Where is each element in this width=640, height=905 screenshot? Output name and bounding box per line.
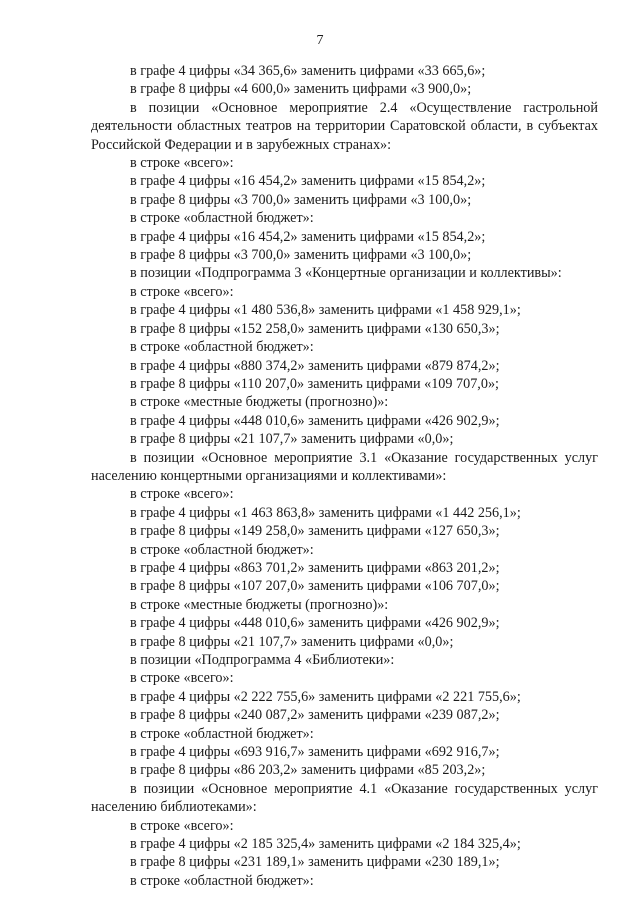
text-line: в графе 4 цифры «863 701,2» заменить цифрами «863 201,2»; <box>130 559 500 576</box>
document-body <box>91 62 598 890</box>
text-line: в строке «всего»: <box>130 155 234 172</box>
text-line: в строке «областной бюджет»: <box>130 541 314 558</box>
text-line: в строке «всего»: <box>130 670 234 687</box>
text-line: в графе 8 цифры «86 203,2» заменить цифрами «85 203,2»; <box>130 762 486 779</box>
text-line: в графе 4 цифры «448 010,6» заменить цифрами «426 902,9»; <box>130 615 500 632</box>
paragraph: в позиции «Основное мероприятие 3.1 «Оказание государственных услуг населению концертными организациями и коллективами»: <box>91 449 598 484</box>
text-line: в строке «местные бюджеты (прогнозно)»: <box>130 394 389 411</box>
text-line: в строке «всего»: <box>130 486 234 503</box>
text-line: в строке «всего»: <box>130 283 234 300</box>
text-line: в строке «местные бюджеты (прогнозно)»: <box>130 596 389 613</box>
text-line: в позиции «Подпрограмма 4 «Библиотеки»: <box>130 652 395 668</box>
text-line: в графе 8 цифры «3 700,0» заменить цифрами «3 100,0»; <box>130 191 472 208</box>
text-line: в графе 4 цифры «1 480 536,8» заменить цифрами «1 458 929,1»; <box>130 302 521 319</box>
text-line: в строке «областной бюджет»: <box>130 210 314 227</box>
text-line: в графе 4 цифры «448 010,6» заменить цифрами «426 902,9»; <box>130 412 500 429</box>
text-line: в графе 8 цифры «4 600,0» заменить цифрами «3 900,0»; <box>130 81 472 98</box>
text-line: в графе 4 цифры «16 454,2» заменить цифрами «15 854,2»; <box>130 173 486 190</box>
text-line: в строке «всего»: <box>130 817 234 834</box>
text-line: в графе 8 цифры «149 258,0» заменить цифрами «127 650,3»; <box>130 523 500 540</box>
text-line: в графе 8 цифры «107 207,0» заменить цифрами «106 707,0»; <box>130 578 500 595</box>
text-line: в графе 4 цифры «1 463 863,8» заменить цифрами «1 442 256,1»; <box>130 504 521 521</box>
text-line: в графе 8 цифры «21 107,7» заменить цифрами «0,0»; <box>130 431 454 448</box>
text-line: в графе 8 цифры «152 258,0» заменить цифрами «130 650,3»; <box>130 320 500 337</box>
text-line: в графе 8 цифры «231 189,1» заменить цифрами «230 189,1»; <box>130 854 500 871</box>
paragraph: в позиции «Основное мероприятие 4.1 «Оказание государственных услуг населению библиотеками»: <box>91 780 598 816</box>
page-number: 7 <box>316 33 324 48</box>
text-line: в графе 4 цифры «34 365,6» заменить цифрами «33 665,6»; <box>130 63 486 79</box>
text-line: в графе 8 цифры «110 207,0» заменить цифрами «109 707,0»; <box>130 375 499 392</box>
text-line: в строке «областной бюджет»: <box>130 725 314 742</box>
text-line: в графе 8 цифры «3 700,0» заменить цифрами «3 100,0»; <box>130 247 472 264</box>
text-line: в графе 4 цифры «16 454,2» заменить цифрами «15 854,2»; <box>130 228 486 245</box>
text-line: в графе 4 цифры «880 374,2» заменить цифрами «879 874,2»; <box>130 357 500 374</box>
text-line: в графе 8 цифры «240 087,2» заменить цифрами «239 087,2»; <box>130 707 500 724</box>
text-line: в строке «областной бюджет»: <box>130 872 314 889</box>
text-line: в графе 4 цифры «693 916,7» заменить цифрами «692 916,7»; <box>130 744 500 761</box>
text-line: в графе 8 цифры «21 107,7» заменить цифрами «0,0»; <box>130 633 454 650</box>
text-line: в графе 4 цифры «2 185 325,4» заменить цифрами «2 184 325,4»; <box>130 836 521 853</box>
text-line: в графе 4 цифры «2 222 755,6» заменить цифрами «2 221 755,6»; <box>130 688 521 705</box>
paragraph: в позиции «Основное мероприятие 2.4 «Осуществление гастрольной деятельности областных театров на территории Саратовской области, в субъектах Российской Федерации и в зарубежных странах»: <box>91 99 598 153</box>
text-line: в строке «областной бюджет»: <box>130 339 314 356</box>
text-line: в позиции «Подпрограмма 3 «Концертные организации и коллективы»: <box>130 265 562 282</box>
